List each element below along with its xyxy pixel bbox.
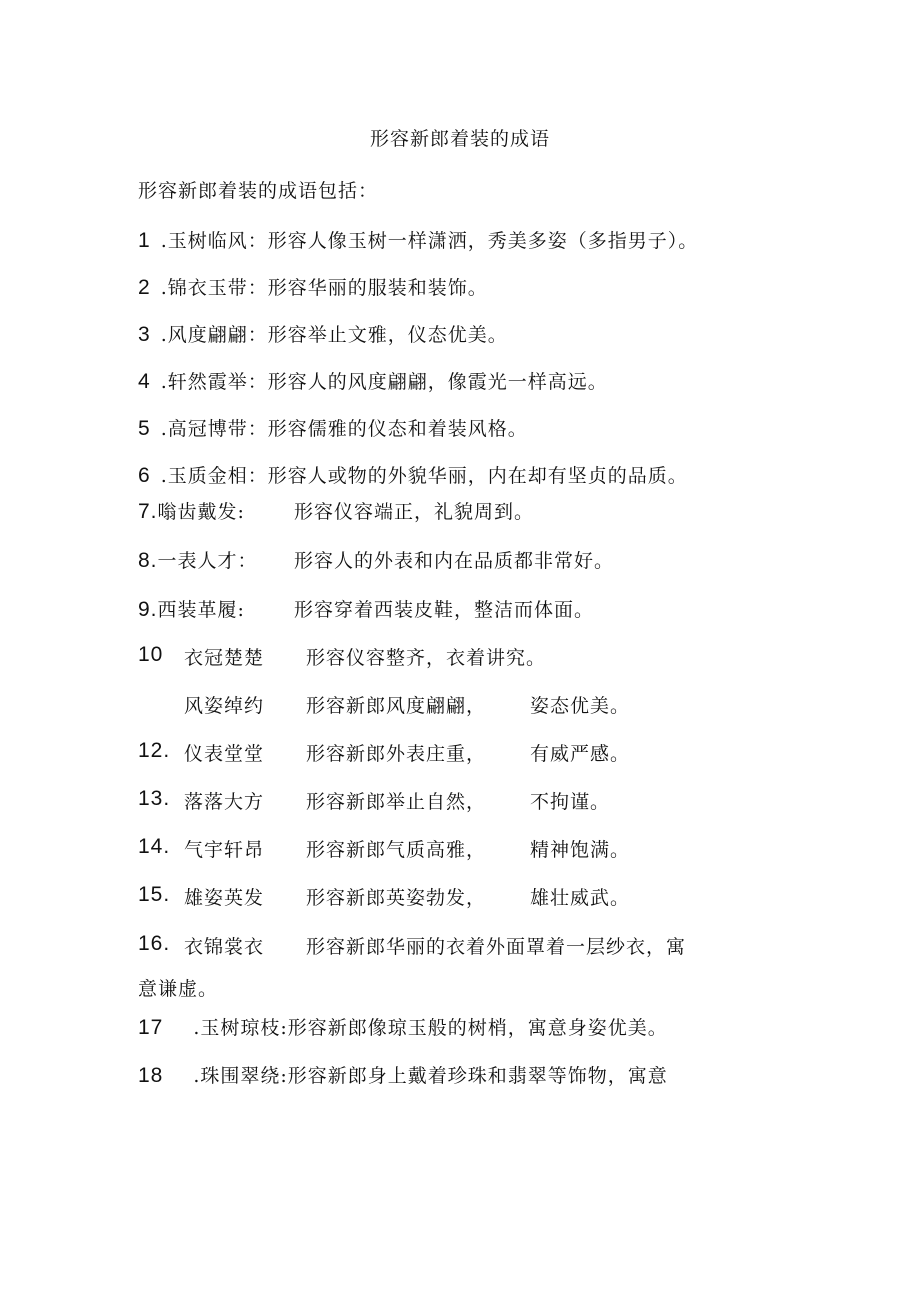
item-number: 6: [138, 464, 151, 487]
list-item: [138, 595, 838, 621]
item-number: 5: [138, 417, 151, 440]
item-text: .玉树临风：形容人像玉树一样潇洒，秀美多姿（多指男子）。: [160, 230, 699, 252]
item-number: 13.: [138, 787, 171, 810]
item-number: 1: [138, 229, 151, 252]
item-desc: 形容新郎风度翩翩，: [306, 695, 487, 717]
item-number: 4: [138, 370, 151, 393]
item-number: 14.: [138, 835, 171, 858]
item-desc: 形容仪容整齐，衣着讲究。: [306, 647, 547, 669]
item-desc-2: 不拘谨。: [530, 791, 611, 813]
list-item: [138, 461, 688, 488]
item-number: 9.: [138, 598, 158, 621]
item-idiom: 仪表堂堂: [184, 743, 265, 765]
item-number: 17: [138, 1016, 164, 1039]
item-number: 8.: [138, 549, 158, 572]
list-item: [138, 414, 528, 441]
list-item: [138, 273, 488, 300]
item-desc: 形容穿着西装皮鞋，整洁而体面。: [294, 599, 595, 621]
item-number: 12.: [138, 739, 171, 762]
item-text: .玉质金相：形容人或物的外貌华丽，内在却有坚贞的品质。: [160, 465, 688, 487]
list-item: [0, 691, 920, 717]
item-idiom: 气宇轩昂: [184, 839, 265, 861]
item-idiom: 衣锦裳衣: [184, 936, 265, 958]
item-number: 7.: [138, 500, 158, 523]
item-desc: 形容新郎气质高雅，: [306, 839, 487, 861]
item-number: 10: [138, 643, 164, 666]
item-desc: 形容新郎外表庄重，: [306, 743, 487, 765]
item-text: .高冠博带：形容儒雅的仪态和着装风格。: [160, 418, 528, 440]
list-item: [138, 367, 608, 394]
item-desc: 形容人的外表和内在品质都非常好。: [294, 550, 615, 572]
item-idiom: 嗡齿戴发:: [157, 501, 245, 523]
list-item: [0, 932, 920, 958]
list-item: [138, 320, 508, 347]
list-item: [0, 883, 920, 909]
item-desc-2: 姿态优美。: [530, 695, 631, 717]
document-title: 形容新郎着装的成语: [369, 128, 550, 150]
item-desc-2: 雄壮威武。: [530, 887, 631, 909]
item-desc: 形容新郎举止自然，: [306, 791, 487, 813]
list-item: [138, 497, 838, 523]
item-desc: 形容仪容端正，礼貌周到。: [294, 501, 535, 523]
item-idiom: 风姿绰约: [184, 695, 265, 717]
item-text: .轩然霞举：形容人的风度翩翩，像霞光一样高远。: [160, 371, 608, 393]
item-number: 3: [138, 323, 151, 346]
list-item: [138, 1013, 668, 1040]
item-idiom: 一表人才：: [157, 550, 258, 572]
item-desc: 形容新郎华丽的衣着外面罩着一层纱衣，寓: [306, 936, 687, 958]
list-item: [0, 739, 920, 765]
item-desc: 形容新郎英姿勃发，: [306, 887, 487, 909]
list-item: [0, 643, 920, 669]
list-item: [138, 546, 838, 572]
item-idiom: 雄姿英发: [184, 887, 265, 909]
item-idiom: 落落大方: [184, 791, 265, 813]
list-item: [138, 226, 698, 253]
item-number: 18: [138, 1064, 164, 1087]
intro-line: 形容新郎着装的成语包括：: [138, 180, 379, 202]
item-continuation: 意谦虚。: [138, 978, 219, 1000]
item-number: 15.: [138, 883, 171, 906]
item-idiom: 衣冠楚楚: [184, 647, 265, 669]
item-text: .风度翩翩：形容举止文雅，仪态优美。: [160, 324, 508, 346]
item-idiom: 西装革履:: [157, 599, 245, 621]
item-text: .锦衣玉带：形容华丽的服装和装饰。: [160, 277, 488, 299]
item-number: 16.: [138, 932, 171, 955]
item-number: 2: [138, 276, 151, 299]
item-text: .珠围翠绕:形容新郎身上戴着珍珠和翡翠等饰物，寓意: [193, 1065, 668, 1087]
list-item: [0, 835, 920, 861]
list-item: [138, 1061, 668, 1088]
item-desc-2: 精神饱满。: [530, 839, 631, 861]
list-item: [0, 787, 920, 813]
item-text: .玉树琼枝:形容新郎像琼玉般的树梢，寓意身姿优美。: [193, 1017, 668, 1039]
item-desc-2: 有威严感。: [530, 743, 631, 765]
